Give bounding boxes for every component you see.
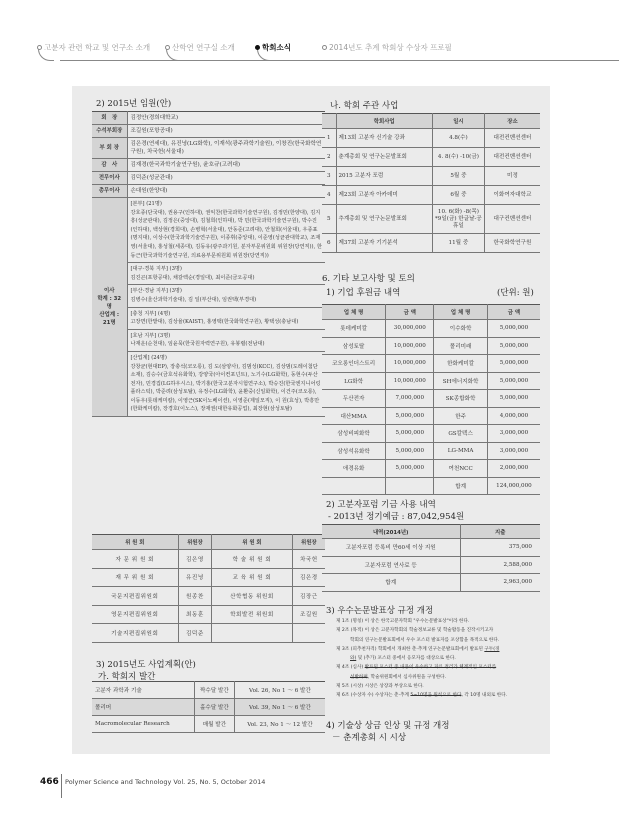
event-date: 6월 중 — [432, 186, 484, 205]
table-row — [322, 355, 540, 373]
expense-amount: 375,000 — [460, 539, 540, 557]
cell: 학회발전 위원회 — [212, 605, 292, 624]
table-row — [92, 699, 325, 716]
amount: 5,000,000 — [487, 337, 540, 355]
table-row — [92, 568, 325, 587]
amount: 5,000,000 — [487, 355, 540, 373]
nav-label: 학회소식 — [262, 43, 291, 52]
table-row — [92, 159, 325, 172]
table-row — [322, 539, 540, 557]
company: 삼성토탈 — [322, 337, 386, 355]
cell: 김은경 — [292, 568, 325, 587]
row-number: 1 — [322, 129, 336, 148]
frequency: 짝수달 발간 — [194, 682, 234, 699]
cell: 교 육 위 원 회 — [212, 568, 292, 587]
company: 두산전자 — [322, 390, 386, 408]
amount: 2,000,000 — [487, 460, 540, 478]
rule-text: 제 4조 (심사) — [336, 665, 365, 671]
total-amount: 124,000,000 — [487, 477, 540, 495]
amount: 5,000,000 — [386, 425, 434, 443]
column-header — [322, 114, 336, 129]
event-name: 제23회 고분자 아카데미 — [336, 186, 432, 205]
circle-icon — [165, 45, 170, 50]
cell — [212, 624, 292, 643]
event-date: 11월 중 — [432, 234, 484, 253]
table-row — [322, 205, 540, 234]
rule-deleted-text: 발표된 포스터 중 내용이 우수하고 자료 정리가 체계적인 포스터를 — [364, 665, 497, 671]
director-group — [128, 351, 326, 414]
column-header: 금 액 — [386, 305, 434, 320]
table-row — [92, 550, 325, 569]
table-row — [322, 320, 540, 338]
value-cell: 손대원(한양대) — [127, 185, 325, 198]
amount: 3,000,000 — [487, 425, 540, 443]
event-date: 5월 중 — [432, 167, 484, 186]
nav-label: 산학연 연구실 소개 — [172, 43, 235, 52]
footer-divider — [61, 774, 62, 798]
award-heading: 4) 기술상 상금 인상 및 규정 개정 — [326, 721, 450, 731]
table-row — [322, 442, 540, 460]
expense-item: 고분자포럼 등록비 만60세 이상 지원 — [322, 539, 460, 557]
event-name: 제37회 고분자 기기분석 — [336, 234, 432, 253]
column-header: 지출 — [460, 525, 540, 539]
table-row — [322, 186, 540, 205]
amount: 5,000,000 — [386, 460, 434, 478]
officers-table — [92, 111, 325, 417]
nav-item-awards[interactable] — [322, 42, 452, 53]
filled-circle-icon — [255, 45, 260, 50]
total-label: 합계 — [434, 477, 488, 495]
table-row — [92, 624, 325, 643]
circle-icon — [37, 45, 42, 50]
sponsors-heading: 1) 기업 후원금 내역 — [326, 288, 401, 298]
company: LG-MMA — [434, 442, 488, 460]
column-header: 위 원 회 — [212, 535, 292, 550]
cell: 차국헌 — [292, 550, 325, 569]
group-title: [호남 지부] (3명) — [130, 332, 171, 339]
nav-item-schools[interactable] — [37, 42, 150, 53]
company: 삼성비피화학 — [322, 425, 386, 443]
nav-label: 2014년도 추계 학회상 수상자 프로필 — [329, 43, 452, 52]
role-cell: 회 장 — [92, 112, 127, 125]
fund-heading: 2) 고분자포럼 기금 사용 내역 — [326, 500, 436, 510]
events-table — [322, 113, 540, 253]
value-cell: 김덕준(성균관대) — [127, 172, 325, 185]
sponsors-table — [322, 304, 540, 495]
table-row — [322, 337, 540, 355]
expense-item: 합계 — [322, 574, 460, 592]
table-header-row — [322, 525, 540, 539]
group-title: [충청 지부] (4명) — [130, 310, 171, 317]
plan-subheading: 가. 학회지 발간 — [98, 672, 156, 682]
nav-item-labs[interactable] — [165, 42, 235, 53]
event-date: 10. 6(화) -8(목) *9일(금) 한글날-공휴일 — [432, 205, 484, 234]
rules-list — [336, 617, 546, 701]
cell: 김장근 — [292, 587, 325, 606]
company: 삼성석유화학 — [322, 442, 386, 460]
event-place: 대전컨벤션센터 — [484, 129, 540, 148]
rule-text: 및 (추가) 포스터 중에서 응모자를 대상으로 한다. — [356, 656, 456, 662]
cell: 김은영 — [178, 550, 212, 569]
group-members: 고장면(한밭대), 김상율(KAIST), 홍영택(한국화학연구원), 황택성(충남대) — [130, 319, 299, 326]
group-members: 김진곤(포항공대), 채갈렉순(경일대), 최이준(금오공대) — [130, 274, 255, 281]
events-heading: 나. 학회 주관 사업 — [330, 101, 399, 111]
expense-amount: 2,588,000 — [460, 556, 540, 574]
amount: 5,000,000 — [386, 442, 434, 460]
event-place: 대구컨벤션센터 — [484, 205, 540, 234]
role-cell: 총무이사 — [92, 185, 127, 198]
volume: Vol. 39, No 1 ～ 6 발간 — [234, 699, 325, 716]
value-cell: 김은경(연세대), 유진녕(LG화학), 이재석(광주과학기술원), 이창진(한국화학연구원), 차국헌(서울대) — [127, 138, 325, 159]
cell: 김덕준 — [178, 624, 212, 643]
rule-text: 제 6조 (수상자 수) 수상자는 춘·추계 — [336, 693, 411, 699]
company: 롯데케미칼 — [322, 320, 386, 338]
director-group — [128, 307, 326, 327]
amount: 10,000,000 — [386, 355, 434, 373]
table-row — [322, 390, 540, 408]
table-row — [92, 138, 325, 159]
directors-role-cell — [92, 198, 127, 417]
journal-name: 폴리머 — [92, 699, 194, 716]
table-row — [92, 198, 325, 417]
cell: 최동훈 — [178, 605, 212, 624]
table-header-row — [322, 114, 540, 129]
role-line: 학계 : 32명 — [97, 296, 122, 311]
company: 코오롱인더스트리 — [322, 355, 386, 373]
director-group — [131, 200, 323, 260]
rule-text: 제 3조 (피추천자격) 학회에서 개최한 춘·추계 연구논문발표회에서 발표된 — [336, 646, 485, 652]
table-row — [322, 460, 540, 478]
row-number: 2 — [322, 148, 336, 167]
role-line: 이사 — [104, 288, 115, 295]
cell: 자 문 위 원 회 — [92, 550, 178, 569]
rule-inserted-text: 구두(경 — [484, 646, 500, 652]
section-nav — [0, 38, 619, 70]
rule-deleted-text: 5~10명을 원칙으로 한다 — [410, 693, 462, 699]
table-row — [92, 172, 325, 185]
table-row — [92, 682, 325, 699]
table-row — [322, 425, 540, 443]
value-cell: 김정안(경희대학교) — [127, 112, 325, 125]
table-row — [92, 125, 325, 138]
rule-deleted-text: 선발하며 — [350, 674, 368, 680]
fund-subheading: - 2013년 정기예금 : 87,042,954원 — [328, 512, 465, 522]
column-header: 업 체 명 — [322, 305, 386, 320]
rule-text: , 학술위원회에서 심사위원을 구성한다. — [367, 674, 447, 680]
event-place: 이화여자대학교 — [484, 186, 540, 205]
cell: 기술지편집위원회 — [92, 624, 178, 643]
event-name: 제13회 고분자 신기술 강좌 — [336, 129, 432, 148]
company: 폴리미래 — [434, 337, 488, 355]
cell: 학 술 위 원 회 — [212, 550, 292, 569]
column-header: 장소 — [484, 114, 540, 129]
amount: 3,000,000 — [487, 442, 540, 460]
column-header: 금 액 — [487, 305, 540, 320]
journal-name: Macromolecular Research — [92, 716, 194, 733]
plan-heading: 3) 2015년도 사업계획(안) — [96, 660, 196, 670]
rule-5: 제 5조 (시상) 시상은 상장과 부상으로 한다. — [336, 684, 424, 690]
cell: 유진녕 — [178, 568, 212, 587]
rule-text: 학회의 연구논문발표회에서 우수 포스터 발표자를 포상함을 목적으로 한다. — [350, 637, 500, 643]
group-members: 강창균(현대EP), 장충석(코오롱), 김 도(삼양사), 김범성(KCC), 김상범(도레이첨단소재), 김승수(금호석유화학), 강양국(아이컨포넌트), 노기수(LG화학), 동현수(두산전자), 민경집(LG하우시스), 박기홍(한국고분자시험연구소), 박승진(한국엔지니어링플라스틱), 박준려(삼성토탈), 유정수(LG화학), 윤환중(신일화학), 이건주(코오롱), 이동우(롯데케미칼), 이영근(SK이노베이션), 이영준(제일모직), 이 원(효성), 박흥만(한화케미칼), 장경호(이노스), 장재권(대한유화공업), 최장현(삼성토탈) — [130, 363, 321, 413]
volume: Vol. 23, No 1 ～ 12 발간 — [234, 716, 325, 733]
event-place: 한국화학연구원 — [484, 234, 540, 253]
row-number: 3 — [322, 167, 336, 186]
expense-item: 고분자포럼 연사료 등 — [322, 556, 460, 574]
value-cell: 김재경(한국과학기술연구원), 윤호규(고려대) — [127, 159, 325, 172]
group-members: 나재운(순천대), 임윤묵(한국원자력연구원), 유봉렬(전남대) — [130, 341, 265, 348]
page-number: 466 — [40, 777, 59, 787]
cell — [386, 477, 434, 495]
event-name: 추계총회 및 연구논문발표회 — [336, 205, 432, 234]
rule-3 — [336, 645, 546, 664]
event-place: 대전컨벤션센터 — [484, 148, 540, 167]
value-cell: 조길원(포항공대) — [127, 125, 325, 138]
company: 여천NCC — [434, 460, 488, 478]
company: SH에너지화학 — [434, 372, 488, 390]
award-subheading: － 춘계총회 시 시상 — [332, 733, 407, 743]
directors-cell — [127, 198, 325, 417]
volume: Vol. 26, No 1 ～ 6 발간 — [234, 682, 325, 699]
cell — [292, 624, 325, 643]
cell: 영문지편집위원회 — [92, 605, 178, 624]
nav-item-news[interactable] — [255, 42, 291, 53]
role-cell: 수석부회장 — [92, 125, 127, 138]
table-header-row — [322, 305, 540, 320]
director-group — [128, 262, 326, 282]
group-title: [산업계] (24명) — [130, 354, 167, 361]
cell: 조길원 — [292, 605, 325, 624]
rule-text: , 각 10명 내외로 한다. — [461, 693, 508, 699]
column-header: 업 체 명 — [434, 305, 488, 320]
journal-title: Polymer Science and Technology Vol. 25, No. 5, October 2014 — [65, 778, 266, 786]
amount: 10,000,000 — [386, 372, 434, 390]
fund-table — [322, 524, 540, 592]
table-row — [322, 556, 540, 574]
table-row — [92, 185, 325, 198]
nav-line — [60, 60, 619, 61]
officers-heading: 2) 2015년 임원(안) — [96, 99, 172, 109]
company: GS칼텍스 — [434, 425, 488, 443]
table-header-row — [92, 535, 325, 550]
group-title: [부산·경남 지부] (3명) — [130, 288, 182, 295]
rule-6 — [336, 691, 546, 700]
event-name: 2015 고분자 포럼 — [336, 167, 432, 186]
group-members: 김병수(울산과학기술대), 김 일(부산대), 임권택(부경대) — [130, 296, 257, 303]
role-cell: 부 회 장 — [92, 138, 127, 159]
publications-table — [92, 681, 325, 733]
table-row — [322, 129, 540, 148]
event-date: 4. 8(수) -10(금) — [432, 148, 484, 167]
frequency: 매월 발간 — [194, 716, 234, 733]
company: 한화케미칼 — [434, 355, 488, 373]
rule-2 — [336, 626, 546, 645]
role-line: 산업계 : 21명 — [99, 312, 120, 327]
row-number: 6 — [322, 234, 336, 253]
rule-inserted-text: 와) — [350, 656, 357, 662]
company: LG화학 — [322, 372, 386, 390]
total-row — [322, 477, 540, 495]
column-header: 내역(2014년) — [322, 525, 460, 539]
amount: 5,000,000 — [386, 407, 434, 425]
column-header: 일시 — [432, 114, 484, 129]
column-header: 학회사업 — [336, 114, 432, 129]
expense-amount: 2,963,000 — [460, 574, 540, 592]
table-row — [322, 148, 540, 167]
amount: 10,000,000 — [386, 337, 434, 355]
journal-name: 고분자 과학과 기술 — [92, 682, 194, 699]
circle-icon — [322, 45, 327, 50]
director-group — [128, 329, 326, 349]
group-title: [본부] (21명) — [130, 201, 162, 207]
table-row — [322, 234, 540, 253]
table-row — [322, 407, 540, 425]
company: SK종합화학 — [434, 390, 488, 408]
group-title: [대구·경북 지부] (3명) — [130, 266, 182, 273]
event-date: 4.8(수) — [432, 129, 484, 148]
row-number: 4 — [322, 186, 336, 205]
amount: 5,000,000 — [487, 320, 540, 338]
table-row — [322, 167, 540, 186]
table-row — [92, 605, 325, 624]
column-header: 위 원 회 — [92, 535, 178, 550]
role-cell: 전무이사 — [92, 172, 127, 185]
table-row — [92, 716, 325, 733]
cell: 재 무 위 원 회 — [92, 568, 178, 587]
column-header: 위원장 — [292, 535, 325, 550]
amount: 5,000,000 — [487, 390, 540, 408]
row-number: 5 — [322, 205, 336, 234]
amount: 5,000,000 — [487, 372, 540, 390]
nav-label: 고분자 관련 학교 및 연구소 소개 — [44, 43, 151, 52]
role-cell: 감 사 — [92, 159, 127, 172]
rules-heading: 3) 우수논문발표상 규정 개정 — [326, 606, 434, 616]
event-name: 춘계총회 및 연구논문발표회 — [336, 148, 432, 167]
company: 애경유화 — [322, 460, 386, 478]
group-members: 강호종(단국대), 권용구(인하대), 권익찬(한국과학기술연구원), 김정민(한양대), 김지흥(성균관대), 김정은(중앙대), 김철희(인하대), 박 민(한국과학기술연구원), 박수진(인하대), 백상현(경희대), 손병혁(서울대), 안동준(고려대), 안철희(서울대), 우종표(명지대), 이상수(한국과학기술연구원), 이종휘(중앙대), 이준영(성균관대학교), 조재영(서울대), 홍성철(세종대), 김동유(광주과기원, 분자부문위원회 위원장(당연직)), 한동근(한국과학기술연구원, 의료용부문위원회 위원장(당연직)) — [130, 209, 322, 259]
rule-4 — [336, 663, 546, 682]
cell: 국문지편집위원회 — [92, 587, 178, 606]
table-row — [92, 587, 325, 606]
company: 이수화학 — [434, 320, 488, 338]
unit-label: (단위: 원) — [497, 288, 534, 298]
director-group — [128, 284, 326, 304]
rule-text: 제 2조 (목적) 이 상은 고분자학회의 학술정보교류 및 학술활동을 진작시키고자 — [336, 628, 494, 634]
event-place: 미정 — [484, 167, 540, 186]
other-heading: 6. 기타 보고사항 및 토의 — [322, 274, 415, 284]
rule-1: 제 1조 (명칭) 이 상은 한국고분자학회 "우수논문발표상"이라 한다. — [336, 619, 470, 624]
table-row — [322, 372, 540, 390]
amount: 30,000,000 — [386, 320, 434, 338]
cell: 원종찬 — [178, 587, 212, 606]
table-row — [92, 112, 325, 125]
amount: 7,000,000 — [386, 390, 434, 408]
cell: 산학협동 위원회 — [212, 587, 292, 606]
column-header: 위원장 — [178, 535, 212, 550]
frequency: 홀수달 발간 — [194, 699, 234, 716]
amount: 4,000,000 — [487, 407, 540, 425]
committees-table — [92, 534, 325, 643]
company: 대산MMA — [322, 407, 386, 425]
table-row — [322, 574, 540, 592]
cell — [322, 477, 386, 495]
company: 한주 — [434, 407, 488, 425]
